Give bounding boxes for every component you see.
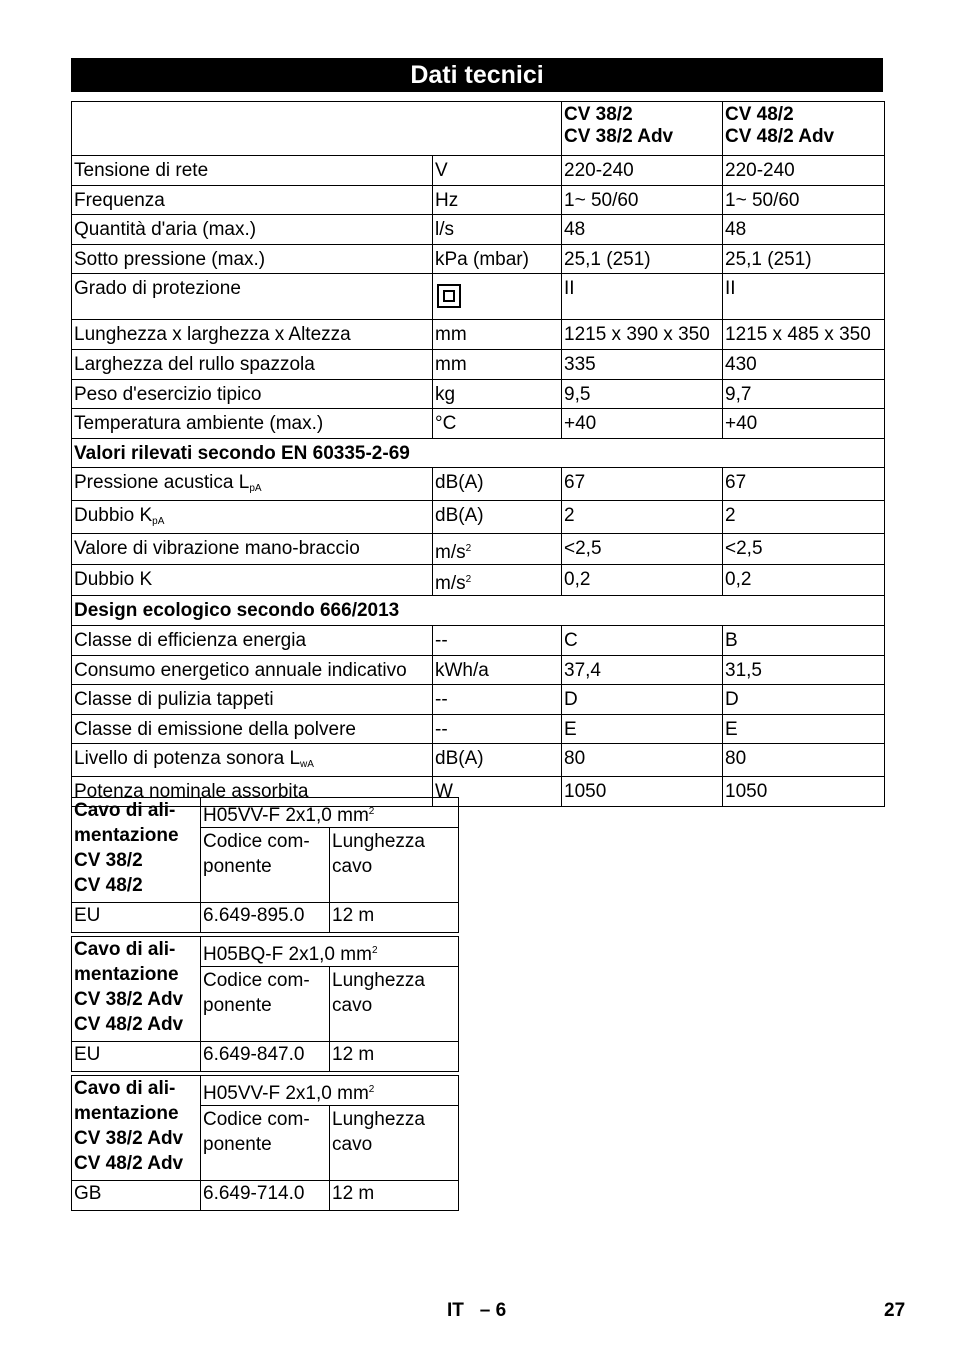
spec-label: Classe di emissione della polvere [72,714,433,744]
cable-length-header: Lunghezza cavo [330,828,459,903]
spec-unit: l/s [433,215,562,245]
table-row [72,1042,459,1072]
spec-value-1: 0,2 [562,565,723,596]
table-row [72,274,885,320]
cable-length-header: Lunghezza cavo [330,967,459,1042]
model-header-2: CV 48/2 CV 48/2 Adv [723,102,885,156]
spec-label: Valore di vibrazione mano-braccio [72,534,433,565]
superscript: 2 [371,945,378,956]
cable-component-code: 6.649-847.0 [201,1042,330,1072]
spec-label: Pressione acustica $L_{pA}$ [72,468,433,501]
table-row [72,625,885,655]
technical-data-table [71,101,885,807]
spec-label: Classe di efficienza energia [72,625,433,655]
table-row [72,744,885,777]
page-title: Dati tecnici [71,58,883,92]
cable-component-code: 6.649-714.0 [201,1181,330,1211]
table-row [72,903,459,933]
spec-unit: -- [433,685,562,715]
spec-unit: Hz [433,185,562,215]
spec-unit: kWh/a [433,655,562,685]
spec-value-1: 2 [562,501,723,534]
power-cable-table [71,797,459,933]
spec-label: Tensione di rete [72,156,433,186]
spec-value-1: 335 [562,349,723,379]
spec-value-2: 1050 [723,777,885,807]
superscript: 2 [465,543,472,555]
spec-value-2: 31,5 [723,655,885,685]
spec-value-2: E [723,714,885,744]
cable-length: 12 m [330,903,459,933]
footer-language-page: IT – 6 [447,1300,507,1321]
spec-value-1: E [562,714,723,744]
spec-label: Potenza nominale assorbita [72,777,433,807]
spec-value-2: <2,5 [723,534,885,565]
table-row [72,714,885,744]
table-row [72,244,885,274]
power-cable-table [71,1075,459,1211]
spec-value-1: D [562,685,723,715]
component-code-header: Codice com- ponente [201,828,330,903]
table-row [72,320,885,350]
spec-value-2: +40 [723,409,885,439]
component-code-header: Codice com- ponente [201,1106,330,1181]
spec-value-1: 25,1 (251) [562,244,723,274]
spec-value-1: 37,4 [562,655,723,685]
spec-unit: $m/s^2$ [433,565,562,596]
spec-unit: kg [433,379,562,409]
spec-value-2: II [723,274,885,320]
superscript: 2 [368,1084,375,1095]
table-row [72,798,459,828]
spec-label: Dubbio $K_{pA}$ [72,501,433,534]
cable-region: GB [72,1181,201,1211]
spec-label: Livello di potenza sonora $L_{wA}$ [72,744,433,777]
spec-label: Larghezza del rullo spazzola [72,349,433,379]
spec-value-2: 25,1 (251) [723,244,885,274]
spec-value-1: 1~ 50/60 [562,185,723,215]
spec-value-1: <2,5 [562,534,723,565]
cable-length: 12 m [330,1181,459,1211]
cable-region: EU [72,903,201,933]
section-row [72,438,885,468]
superscript: 2 [465,574,472,586]
cable-type: H05VV-F 2x1,0 $mm^2$ [201,798,459,828]
spec-label: Consumo energetico annuale indicativo [72,655,433,685]
model-header-1: CV 38/2 CV 38/2 Adv [562,102,723,156]
spec-unit: -- [433,714,562,744]
spec-value-2: 48 [723,215,885,245]
spec-unit: dB(A) [433,468,562,501]
spec-label: Peso d'esercizio tipico [72,379,433,409]
spec-label: Quantità d'aria (max.) [72,215,433,245]
spec-value-1: 220-240 [562,156,723,186]
spec-unit: dB(A) [433,501,562,534]
cable-label: Cavo di ali- mentazione CV 38/2 Adv CV 48/2 Adv [72,1076,201,1181]
spec-unit: kPa (mbar) [433,244,562,274]
spec-value-2: 9,7 [723,379,885,409]
superscript: 2 [368,806,375,817]
table-row [72,215,885,245]
cable-type: H05VV-F 2x1,0 $mm^2$ [201,1076,459,1106]
subscript: wA [300,759,314,771]
cable-length: 12 m [330,1042,459,1072]
header-empty [72,102,562,156]
cable-label: Cavo di ali- mentazione CV 38/2 CV 48/2 [72,798,201,903]
spec-unit: mm [433,349,562,379]
spec-value-1: 1050 [562,777,723,807]
table-row [72,501,885,534]
cable-label: Cavo di ali- mentazione CV 38/2 Adv CV 48/2 Adv [72,937,201,1042]
spec-value-2: 220-240 [723,156,885,186]
table-row [72,1181,459,1211]
spec-value-1: 9,5 [562,379,723,409]
spec-unit: -- [433,625,562,655]
subscript: pA [152,516,165,528]
spec-label: Temperatura ambiente (max.) [72,409,433,439]
spec-value-2: 67 [723,468,885,501]
cable-type: H05BQ-F 2x1,0 $mm^2$ [201,937,459,967]
footer-page-number: 27 [884,1300,906,1321]
spec-value-1: 1215 x 390 x 350 [562,320,723,350]
spec-value-2: D [723,685,885,715]
spec-unit [433,274,562,320]
spec-value-1: II [562,274,723,320]
spec-value-2: 0,2 [723,565,885,596]
table-row [72,685,885,715]
table-row [72,156,885,186]
spec-unit: V [433,156,562,186]
spec-value-1: 48 [562,215,723,245]
spec-unit: dB(A) [433,744,562,777]
spec-label: Grado di protezione [72,274,433,320]
section-heading: Design ecologico secondo 666/2013 [72,596,885,626]
spec-unit: $m/s^2$ [433,534,562,565]
spec-unit: mm [433,320,562,350]
spec-value-2: 2 [723,501,885,534]
spec-unit: °C [433,409,562,439]
spec-label: Dubbio K [72,565,433,596]
protection-class-ii-icon [437,284,461,308]
table-row [72,409,885,439]
table-row [72,655,885,685]
spec-value-2: 80 [723,744,885,777]
spec-label: Lunghezza x larghezza x Altezza [72,320,433,350]
component-code-header: Codice com- ponente [201,967,330,1042]
spec-label: Sotto pressione (max.) [72,244,433,274]
table-row [72,379,885,409]
section-heading: Valori rilevati secondo EN 60335-2-69 [72,438,885,468]
table-row [72,349,885,379]
spec-label: Classe di pulizia tappeti [72,685,433,715]
power-cable-table [71,936,459,1072]
table-row [72,468,885,501]
spec-label: Frequenza [72,185,433,215]
spec-value-1: +40 [562,409,723,439]
table-header-row [72,102,885,156]
subscript: pA [249,483,262,495]
spec-value-1: 80 [562,744,723,777]
cable-length-header: Lunghezza cavo [330,1106,459,1181]
spec-value-2: B [723,625,885,655]
table-row [72,937,459,967]
table-row [72,1076,459,1106]
table-row [72,534,885,565]
section-row [72,596,885,626]
spec-value-2: 430 [723,349,885,379]
table-row [72,185,885,215]
cable-region: EU [72,1042,201,1072]
spec-value-1: C [562,625,723,655]
spec-value-2: 1215 x 485 x 350 [723,320,885,350]
table-row [72,565,885,596]
spec-unit: W [433,777,562,807]
spec-value-2: 1~ 50/60 [723,185,885,215]
spec-value-1: 67 [562,468,723,501]
cable-component-code: 6.649-895.0 [201,903,330,933]
